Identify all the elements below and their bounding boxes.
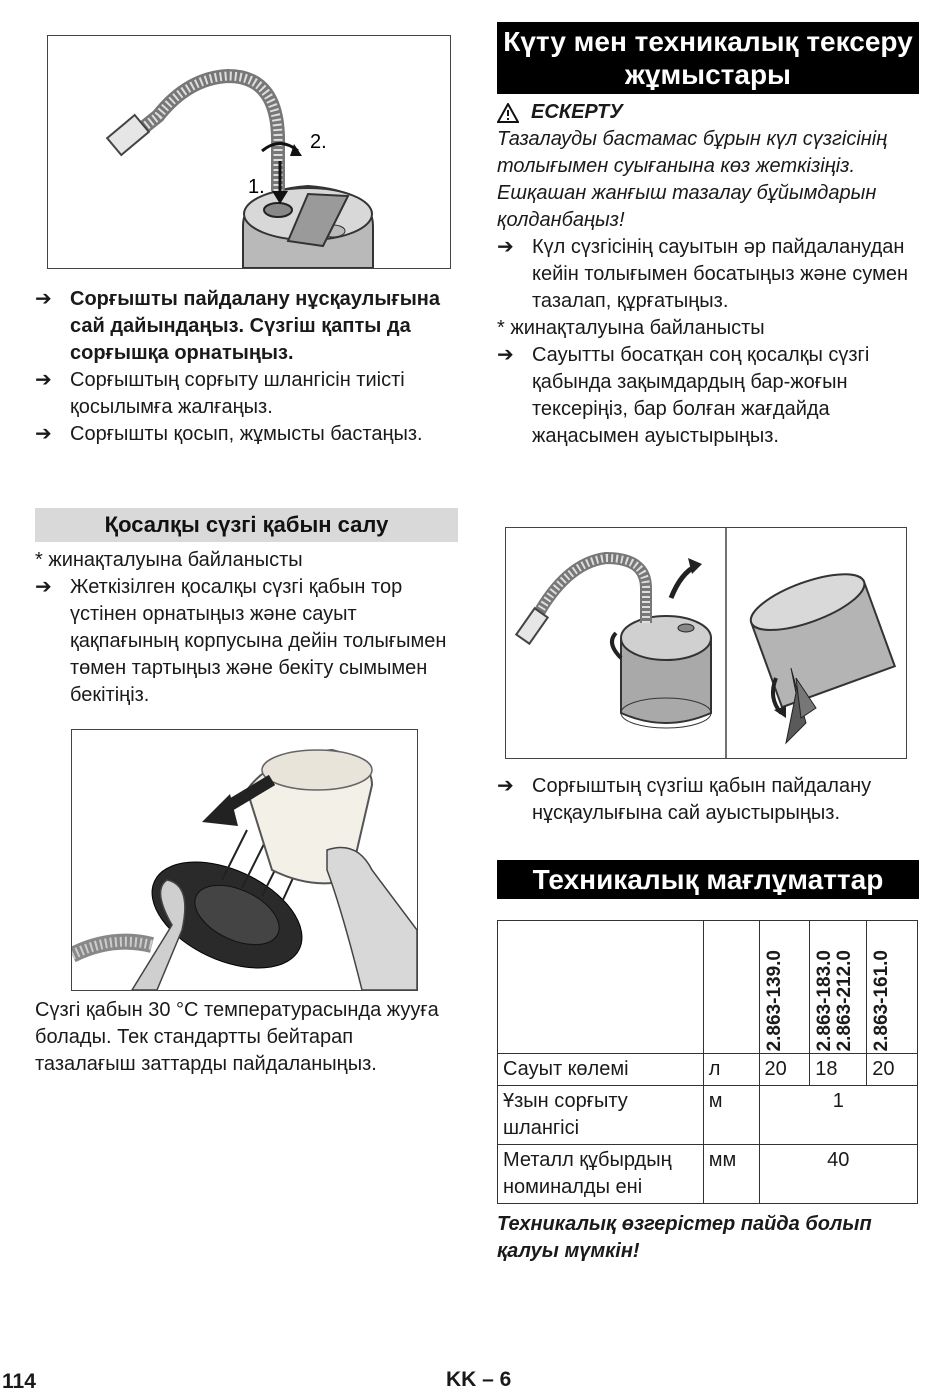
table-row bbox=[498, 1054, 918, 1086]
arrow-right-icon: ➔ bbox=[35, 423, 52, 445]
step-install-bag: Жеткізілген қосалқы сүзгі қабын тор үстінен орнатыңыз және сауыт қақпағының корпусына дейін толығымен төмен тартыңыз және бекіту сымымен бекітіңіз. bbox=[70, 576, 447, 706]
warning-triangle-icon bbox=[497, 103, 519, 123]
model-number: 2.863-139.0 bbox=[763, 949, 785, 1051]
list-item bbox=[35, 421, 460, 448]
filter-bag-illustration bbox=[71, 729, 418, 991]
table-row bbox=[498, 1145, 918, 1204]
step-replace-bag: Сорғыштың сүзгіш қабын пайдалану нұсқаулығына сай ауыстырыңыз. bbox=[532, 775, 872, 824]
row-value: 40 bbox=[759, 1145, 917, 1204]
step-label-2: 2. bbox=[310, 131, 327, 153]
row-value: 1 bbox=[759, 1086, 917, 1145]
row-unit: л bbox=[703, 1054, 759, 1086]
list-item bbox=[35, 367, 460, 421]
section-title-specs: Техникалық мағлұматтар bbox=[497, 860, 919, 899]
warning-label: ЕСКЕРТУ bbox=[531, 101, 623, 123]
table-header-model bbox=[759, 921, 810, 1054]
filter-bag-instructions bbox=[35, 547, 460, 709]
list-item bbox=[497, 773, 920, 827]
row-unit: м bbox=[703, 1086, 759, 1145]
section-title-maintenance: Күту мен техникалық тексеру жұмыстары bbox=[497, 22, 919, 94]
table-header-unit-blank bbox=[703, 921, 759, 1054]
list-item bbox=[497, 234, 920, 315]
row-label: Ұзын сорғыту шлангісі bbox=[498, 1086, 704, 1145]
table-header-model bbox=[810, 921, 867, 1054]
step-start: Сорғышты қосып, жұмысты бастаңыз. bbox=[70, 423, 423, 445]
warning-block bbox=[497, 99, 920, 450]
page-number: 114 bbox=[2, 1370, 36, 1393]
table-row bbox=[498, 1086, 918, 1145]
preparation-steps bbox=[35, 286, 460, 448]
technical-changes-note: Техникалық өзгерістер пайда болып қалуы мүмкін! bbox=[497, 1213, 872, 1262]
arrow-right-icon: ➔ bbox=[35, 288, 52, 310]
list-item bbox=[35, 286, 460, 367]
row-value: 18 bbox=[810, 1054, 867, 1086]
list-item bbox=[497, 342, 920, 450]
row-label: Сауыт көлемі bbox=[498, 1054, 704, 1086]
arrow-right-icon: ➔ bbox=[497, 236, 514, 258]
model-number: 2.863-183.0 2.863-212.0 bbox=[814, 949, 856, 1051]
row-label: Металл құбырдың номиналды ені bbox=[498, 1145, 704, 1204]
step-connect-hose: Сорғыштың сорғыту шлангісін тиісті қосылымға жалғаңыз. bbox=[70, 369, 405, 418]
row-value: 20 bbox=[867, 1054, 918, 1086]
wash-info: Сүзгі қабын 30 °С температурасында жууға болады. Тек стандартты бейтарап тазалағыш заттарды пайдаланыңыз. bbox=[35, 999, 439, 1075]
language-page-label: KK – 6 bbox=[446, 1368, 512, 1391]
assembly-note: * жинақталуына байланысты bbox=[35, 549, 303, 571]
arrow-right-icon: ➔ bbox=[35, 576, 52, 598]
table-header-blank bbox=[498, 921, 704, 1054]
warning-flammable: Ешқашан жанғыш тазалау бұйымдарын қолданбаңыз! bbox=[497, 182, 877, 231]
table-header-model bbox=[867, 921, 918, 1054]
step-empty-container: Күл сүзгісінің сауытын әр пайдаланудан кейін толығымен босатыңыз және сумен тазалап, құрғатыңыз. bbox=[532, 236, 908, 312]
emptying-illustration bbox=[505, 527, 907, 759]
row-value: 20 bbox=[759, 1054, 810, 1086]
replace-bag-step bbox=[497, 773, 920, 827]
warning-cool-down: Тазалауды бастамас бұрын күл сүзгісінің толығымен суығанына көз жеткізіңіз. bbox=[497, 128, 888, 177]
list-item bbox=[35, 574, 460, 709]
step-label-1: 1. bbox=[248, 176, 265, 198]
section-title-filter-bag: Қосалқы сүзгі қабын салу bbox=[35, 508, 458, 542]
step-check-bag: Сауытты босатқан соң қосалқы сүзгі қабында зақымдардың бар-жоғын тексеріңіз, бар болған жағдайда жаңасымен ауыстырыңыз. bbox=[532, 344, 870, 447]
assembly-note: * жинақталуына байланысты bbox=[497, 317, 765, 339]
hose-attach-illustration bbox=[47, 35, 451, 269]
arrow-right-icon: ➔ bbox=[497, 775, 514, 797]
model-number: 2.863-161.0 bbox=[871, 949, 893, 1051]
row-unit: мм bbox=[703, 1145, 759, 1204]
step-prepare: Сорғышты пайдалану нұсқаулығына сай дайындаңыз. Сүзгіш қапты да сорғышқа орнатыңыз. bbox=[70, 288, 441, 364]
arrow-right-icon: ➔ bbox=[497, 344, 514, 366]
arrow-right-icon: ➔ bbox=[35, 369, 52, 391]
spec-table bbox=[497, 920, 918, 1204]
